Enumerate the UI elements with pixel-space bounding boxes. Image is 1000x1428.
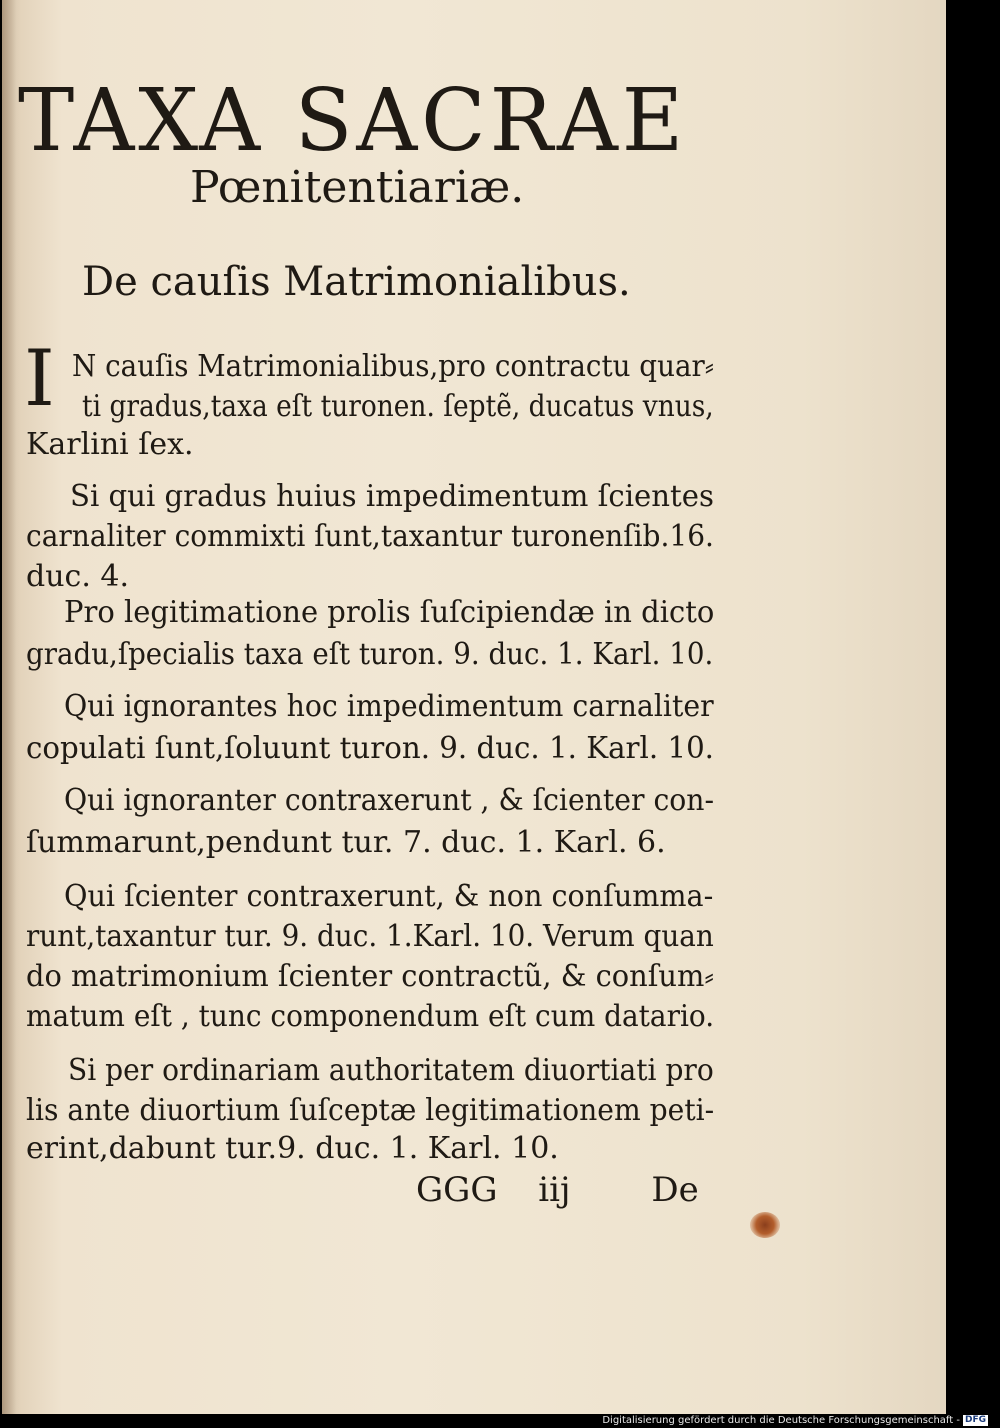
text-line: Karlini ſex. xyxy=(26,427,194,462)
text-line: carnaliter commixti ſunt,taxantur turonenſib.16. xyxy=(26,519,714,554)
digitization-credit xyxy=(602,1414,988,1428)
title-line-2: Pœnitentiariæ. xyxy=(190,162,525,213)
text-line: Si qui gradus huius impedimentum ſcientes xyxy=(70,479,714,514)
text-line: Qui ignorantes hoc impedimentum carnaliter xyxy=(64,689,714,724)
folio-number: iij xyxy=(538,1170,571,1210)
text-line: ti gradus,taxa eſt turonen. ſeptẽ, ducatus vnus, xyxy=(82,389,714,424)
title-line-1: TAXA SACRAE xyxy=(18,71,688,171)
text-line: gradu,ſpecialis taxa eſt turon. 9. duc. 1. Karl. 10. xyxy=(26,637,714,672)
book-page xyxy=(2,0,946,1414)
text-line: Qui ignoranter contraxerunt , & ſcienter con- xyxy=(64,783,715,818)
text-line: duc. 4. xyxy=(26,559,130,594)
text-line: Qui ſcienter contraxerunt, & non conſumma- xyxy=(64,879,714,914)
dfg-logo: DFG xyxy=(964,1414,986,1425)
text-line: ſummarunt,pendunt tur. 7. duc. 1. Karl. 6. xyxy=(26,825,666,860)
text-line: N cauſis Matrimonialibus,pro contractu quar⸗ xyxy=(72,349,714,384)
catchword: De xyxy=(651,1170,699,1210)
text-line: copulati ſunt,ſoluunt turon. 9. duc. 1. Karl. 10. xyxy=(26,731,714,766)
credit-text: Digitalisierung gefördert durch die Deutsche Forschungsgemeinschaft - xyxy=(602,1415,960,1426)
text-line: matum eſt , tunc componendum eſt cum datario. xyxy=(26,999,715,1034)
signature-mark: GGG xyxy=(416,1170,498,1210)
text-line: lis ante diuortium ſuſceptæ legitimationem peti- xyxy=(26,1093,715,1128)
text-line: Pro legitimatione prolis ſuſcipiendæ in dicto xyxy=(64,595,715,630)
text-line: erint,dabunt tur.9. duc. 1. Karl. 10. xyxy=(26,1131,559,1166)
text-line: do matrimonium ſcienter contractũ, & conſum⸗ xyxy=(26,959,714,994)
page-footer xyxy=(416,1170,699,1210)
text-line: Si per ordinariam authoritatem diuortiati pro xyxy=(68,1053,714,1088)
drop-capital: I xyxy=(24,334,55,424)
ink-stain xyxy=(750,1212,780,1238)
text-line: runt,taxantur tur. 9. duc. 1.Karl. 10. Verum quan xyxy=(26,919,714,954)
section-heading: De cauſis Matrimonialibus. xyxy=(82,259,631,305)
